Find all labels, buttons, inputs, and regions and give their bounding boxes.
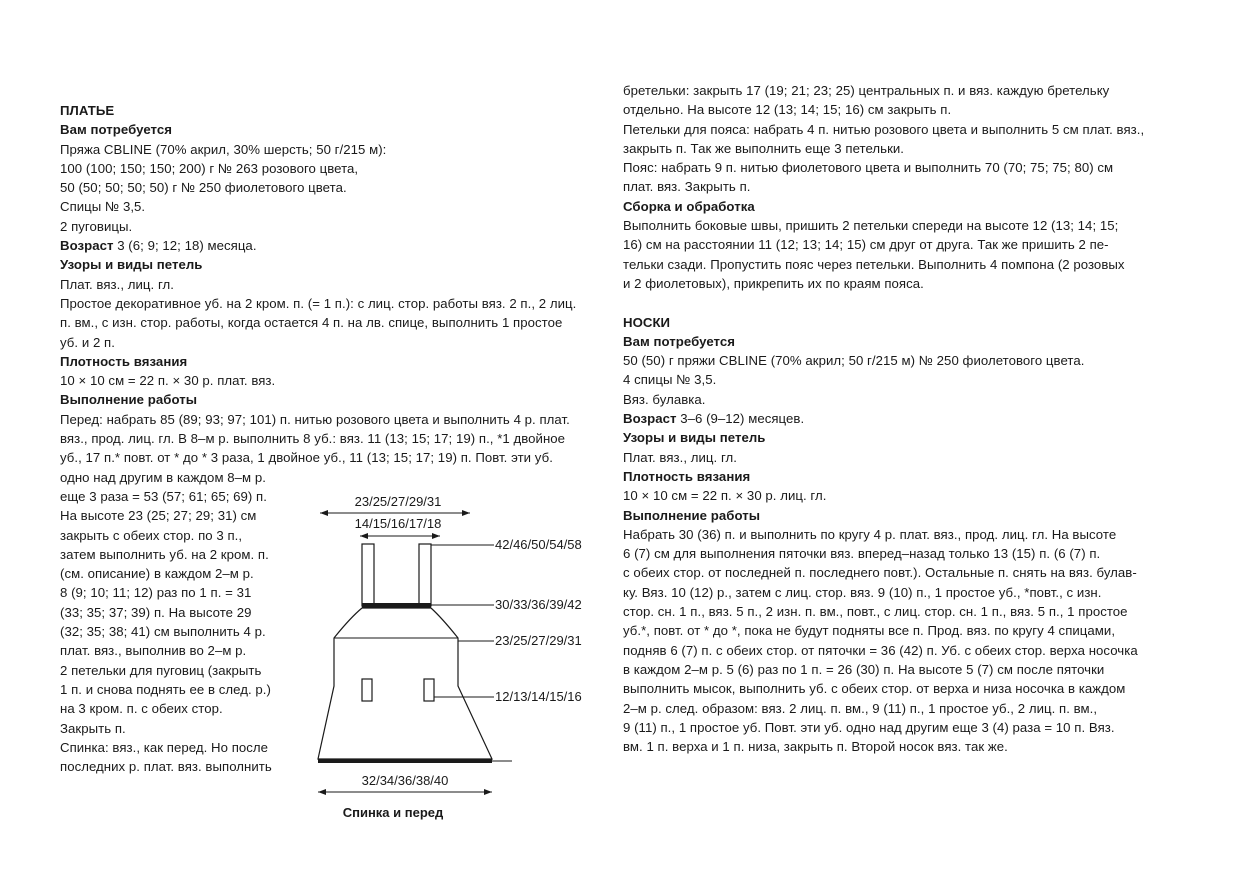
- dress-work-line: 8 (9; 10; 11; 12) раз по 1 п. = 31: [60, 585, 252, 601]
- dress-work-line: (33; 35; 37; 39) п. На высоте 29: [60, 604, 252, 620]
- dress-work-line: Перед: набрать 85 (89; 93; 97; 101) п. нитью розового цвета и выполнить 4 р. плат.: [60, 411, 570, 427]
- assembly-line: и 2 фиолетовых), прикрепить их по краям пояса.: [623, 275, 924, 291]
- dress-work-line: 1 п. и снова поднять ее в след. р.): [60, 681, 271, 697]
- socks-work-line: стор. сн. 1 п., вяз. 5 п., 2 изн. п. вм., повт., с лиц. стор. сн. 1 п., вяз. 5 п., 1 простое: [623, 604, 1128, 620]
- dress-cont-line: закрыть п. Так же выполнить еще 3 петельки.: [623, 140, 905, 156]
- socks-age-label: Возраст: [623, 411, 677, 427]
- dim-strap-height: 42/46/50/54/58: [495, 537, 582, 552]
- arrow-left-icon: [320, 510, 328, 516]
- socks-age: [623, 409, 1183, 428]
- socks-title: НОСКИ: [623, 314, 671, 330]
- socks-patterns-line: Плат. вяз., лиц. гл.: [623, 449, 737, 465]
- dress-work-line: еще 3 раза = 53 (57; 61; 65; 69) п.: [60, 488, 267, 504]
- dim-pocket-level: 12/13/14/15/16: [495, 689, 582, 704]
- assembly-heading: Сборка и обработка: [623, 198, 755, 214]
- socks-age-value: 3–6 (9–12) месяцев.: [676, 411, 805, 427]
- dress-cont-line: отдельно. На высоте 12 (13; 14; 15; 16) см закрыть п.: [623, 102, 952, 118]
- assembly-line: 16) см на расстоянии 11 (12; 13; 14; 15) см друг от друга. Так же пришить 2 пе-: [623, 237, 1109, 253]
- dress-cont-line: Пояс: набрать 9 п. нитью фиолетового цвета и выполнить 70 (70; 75; 75; 80) см: [623, 160, 1114, 176]
- dress-work-line: На высоте 23 (25; 27; 29; 31) см: [60, 508, 257, 524]
- socks-patterns-heading: Узоры и виды петель: [623, 430, 766, 446]
- arrow-right-icon: [484, 789, 492, 795]
- section-gap: [623, 293, 1183, 312]
- socks-needs-line: Вяз. булавка.: [623, 391, 706, 407]
- dress-cont-line: плат. вяз. Закрыть п.: [623, 179, 751, 195]
- socks-work-line: подняв 6 (7) п. с обеих стор. от пяточки = 36 (42) п. Уб. с обеих стор. верха носочка: [623, 642, 1138, 658]
- socks-work-line: 6 (7) см для выполнения пяточки вяз. вперед–назад только 13 (15) п. (6 (7) п.: [623, 546, 1101, 562]
- right-strap: [419, 544, 431, 606]
- dim-top-outer: 23/25/27/29/31: [354, 494, 442, 509]
- right-column: [623, 81, 1183, 756]
- arrow-right-icon: [432, 533, 440, 539]
- dress-work-line: Спинка: вяз., как перед. Но после: [60, 739, 269, 755]
- socks-needs-heading: Вам потребуется: [623, 333, 735, 349]
- dress-work-line: на 3 кром. п. с обеих стор.: [60, 701, 223, 717]
- dress-age: [60, 236, 600, 255]
- assembly-line: Выполнить боковые швы, пришить 2 петельки спереди на высоте 12 (13; 14; 15;: [623, 218, 1119, 234]
- dress-work-line: уб., 17 п.* повт. от * до * 3 раза, 1 двойное уб., 11 (13; 15; 17; 19) п. Повт. эти уб.: [60, 450, 553, 466]
- dress-patterns-line: Простое декоративное уб. на 2 кром. п. (= 1 п.): с лиц. стор. работы вяз. 2 п., 2 лиц.: [60, 295, 577, 311]
- dress-needs-line: 50 (50; 50; 50; 50) г № 250 фиолетового цвета.: [60, 180, 347, 196]
- socks-work-line: 2–м р. след. образом: вяз. 2 лиц. п. вм., 9 (11) п., 1 простое уб., 2 лиц. п. вм.,: [623, 700, 1098, 716]
- dress-work-line: 2 петельки для пуговиц (закрыть: [60, 662, 262, 678]
- arrow-left-icon: [360, 533, 368, 539]
- dress-work-line: (32; 35; 38; 41) см выполнить 4 р.: [60, 624, 266, 640]
- dress-age-value: 3 (6; 9; 12; 18) месяца.: [113, 238, 257, 254]
- dress-work-line: закрыть с обеих стор. по 3 п.,: [60, 527, 243, 543]
- dress-patterns-line: Плат. вяз., лиц. гл.: [60, 276, 174, 292]
- dress-work-line: Закрыть п.: [60, 720, 126, 736]
- dress-schematic: [300, 486, 610, 826]
- dim-top-inner: 14/15/16/17/18: [354, 516, 442, 531]
- dim-skirt-top: 23/25/27/29/31: [495, 633, 582, 648]
- left-pocket: [362, 679, 372, 701]
- socks-density-line: 10 × 10 см = 22 п. × 30 р. лиц. гл.: [623, 488, 827, 504]
- dim-bodice-height: 30/33/36/39/42: [495, 597, 582, 612]
- dress-cont-line: бретельки: закрыть 17 (19; 21; 23; 25) центральных п. и вяз. каждую бретельку: [623, 83, 1110, 98]
- socks-needs-line: 4 спицы № 3,5.: [623, 372, 717, 388]
- dress-patterns-line: уб. и 2 п.: [60, 334, 115, 350]
- dress-needs-line: Пряжа CBLINE (70% акрил, 30% шерсть; 50 г/215 м):: [60, 141, 387, 157]
- arrow-left-icon: [318, 789, 326, 795]
- dress-patterns-heading: Узоры и виды петель: [60, 257, 203, 273]
- dress-work-line: (см. описание) в каждом 2–м р.: [60, 566, 254, 582]
- socks-density-heading: Плотность вязания: [623, 468, 751, 484]
- dress-age-label: Возраст: [60, 238, 114, 254]
- dress-work-line: плат. вяз., выполнив во 2–м р.: [60, 643, 247, 659]
- bodice-band: [362, 603, 431, 608]
- dress-body-outline: [318, 608, 492, 759]
- socks-work-line: Набрать 30 (36) п. и выполнить по кругу 4 р. плат. вяз., прод. лиц. гл. На высоте: [623, 526, 1117, 542]
- left-strap: [362, 544, 374, 606]
- dress-patterns-line: п. вм., с изн. стор. работы, когда остается 4 п. на лв. спице, выполнить 1 простое: [60, 315, 563, 331]
- socks-needs-line: 50 (50) г пряжи CBLINE (70% акрил; 50 г/215 м) № 250 фиолетового цвета.: [623, 353, 1085, 369]
- socks-work-line: вм. 1 п. верха и 1 п. низа, закрыть п. Второй носок вяз. так же.: [623, 739, 1008, 755]
- dress-work-line: вяз., прод. лиц. гл. В 8–м р. выполнить 8 уб.: вяз. 11 (13; 15; 17; 19) п., *1 двойное: [60, 431, 566, 447]
- assembly-line: тельки сзади. Пропустить пояс через петельки. Выполнить 4 помпона (2 розовых: [623, 256, 1125, 272]
- right-pocket: [424, 679, 434, 701]
- dim-bottom-width: 32/34/36/38/40: [361, 773, 449, 788]
- dress-work-heading: Выполнение работы: [60, 392, 198, 408]
- dress-work-line: последних р. плат. вяз. выполнить: [60, 759, 272, 775]
- dress-needs-heading: Вам потребуется: [60, 122, 172, 138]
- socks-work-line: в каждом 2–м р. 5 (6) раз по 1 п. = 26 (30) п. На высоте 5 (7) см после пяточки: [623, 661, 1105, 677]
- dress-title: ПЛАТЬЕ: [60, 103, 115, 118]
- socks-work-line: уб.*, повт. от * до *, пока не будут подняты все п. Прод. вяз. по кругу 4 спицами,: [623, 623, 1116, 639]
- dress-density-line: 10 × 10 см = 22 п. × 30 р. плат. вяз.: [60, 373, 276, 389]
- socks-work-line: с обеих стор. от последней п. последнего повт.). Остальные п. снять на вяз. булав-: [623, 565, 1137, 581]
- dress-density-heading: Плотность вязания: [60, 353, 188, 369]
- socks-work-line: ку. Вяз. 10 (12) р., затем с лиц. стор. вяз. 9 (10) п., 1 простое уб., *повт., с изн.: [623, 584, 1102, 600]
- socks-work-line: 9 (11) п., 1 простое уб. Повт. эти уб. одно над другим еще 3 (4) раза = 10 п. Вяз.: [623, 719, 1115, 735]
- dress-cont-line: Петельки для пояса: набрать 4 п. нитью розового цвета и выполнить 5 см плат. вяз.,: [623, 121, 1145, 137]
- dress-needs-line: 2 пуговицы.: [60, 218, 133, 234]
- socks-work-line: выполнить мысок, выполнить уб. с обеих стор. от верха и низа носочка в каждом: [623, 681, 1126, 697]
- dress-work-line: одно над другим в каждом 8–м р.: [60, 469, 266, 485]
- dress-needs-line: Спицы № 3,5.: [60, 199, 146, 215]
- hem-band: [318, 759, 492, 763]
- socks-work-heading: Выполнение работы: [623, 507, 761, 523]
- arrow-right-icon: [462, 510, 470, 516]
- dress-work-line: затем выполнить уб. на 2 кром. п.: [60, 546, 269, 562]
- schematic-caption: Спинка и перед: [342, 805, 444, 820]
- dress-needs-line: 100 (100; 150; 150; 200) г № 263 розового цвета,: [60, 160, 359, 176]
